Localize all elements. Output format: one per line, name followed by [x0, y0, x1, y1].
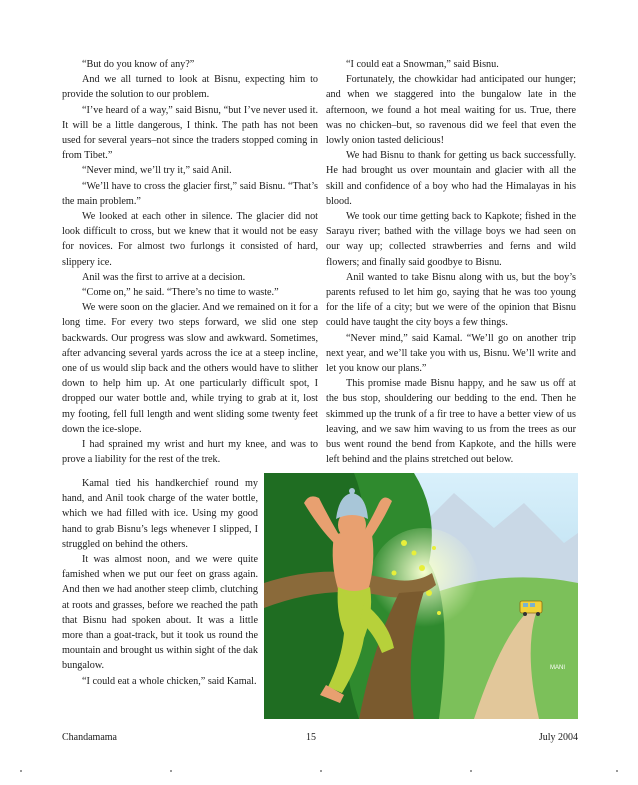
paragraph: We looked at each other in silence. The glacier did not look difficult to cross, but we knew that it would not be easy for novices. For almost two furlongs it consisted of hard, slippery ice. [62, 211, 318, 268]
crop-mark [170, 770, 172, 772]
paragraph: It was almost noon, and we were quite famished when we put our feet on grass again. And then we had another steep climb, clutching at roots and grasses, before we reached the path that Bisnu had spoken about. It was a little more than a goat-track, but it took us round the mountain and brought us within sight of the dak bungalow. [62, 554, 258, 672]
crop-mark [320, 770, 322, 772]
footer-publication: Chandamama [62, 732, 117, 743]
paragraph: Kamal tied his handkerchief round my hand, and Anil took charge of the water bottle, which we had filled with ice. Using my good hand to grab Bisnu’s legs whenever I slipped, I struggled on behind the others. [62, 478, 258, 550]
footer-page-number: 15 [306, 732, 316, 743]
paragraph: “I’ve heard of a way,” said Bisnu, “but I’ve never used it. It will be a little dangerous, I think. The path has not been used for several years–not since the traders stopped coming in from Tibet.” [62, 104, 318, 162]
paragraph: “But do you know of any?” [82, 59, 195, 70]
right-column [326, 57, 576, 467]
paragraph: Anil wanted to take Bisnu along with us, but the boy’s parents refused to let him go, saying that he was too young for the life of a city; but we were of the opinion that Bisnu could have taught the city boys a few things. [326, 271, 576, 329]
paragraph: “Never mind, we’ll try it,” said Anil. [82, 165, 232, 177]
paragraph: Fortunately, the chowkidar had anticipated our hunger; and when we staggered into the bungalow late in the afternoon, we found a hot meal waiting for us. True, there was no chicken–but, so ravenous did we feel that even the lowly onion tasted delicious! [326, 74, 576, 147]
paragraph: “I could eat a whole chicken,” said Kamal. [82, 675, 257, 687]
illustration-boy-climbing-tree [264, 473, 578, 719]
paragraph: And we all turned to look at Bisnu, expecting him to provide the solution to our problem. [62, 74, 318, 101]
crop-mark [20, 770, 22, 772]
paragraph: Anil was the first to arrive at a decision. [82, 271, 246, 283]
paragraph: We had Bisnu to thank for getting us back successfully. He had brought us over mountain and glacier with all the skill and confidence of a boy who had the Himalayas in his blood. [326, 150, 576, 207]
paragraph: “Never mind,” said Kamal. “We’ll go on another trip next year, and we’ll take you with us, Bisnu. We’ll write and let you know our plans.” [326, 332, 576, 375]
crop-mark [470, 770, 472, 772]
paragraph: This promise made Bisnu happy, and he saw us off at the bus stop, shouldering our bedding to the end. Then he skimmed up the trunk of a fir tree to have a better view of us leaving, and we saw him waving to us from the trees as our bus went round the bend from Kapkote, and the hills were left behind and the plains stretched out below. [326, 378, 576, 466]
illustration-signature: MANI [550, 665, 565, 671]
left-column-bottom [62, 476, 258, 689]
paragraph: We were soon on the glacier. And we remained on it for a long time. For every two steps forward, we slid one step backwards. Our progress was slow and awkward. Sometimes, after advancing several yards across the ice at a steep incline, one of us would slip back and the others would have to slither down to help him up. At one particularly difficult spot, I dropped our water bottle and, while trying to grab at it, lost my footing, fell full length and went sliding some twenty feet down the ice-slope. [62, 302, 318, 435]
crop-mark [616, 770, 618, 772]
paragraph: “We’ll have to cross the glacier first,” said Bisnu. “That’s the main problem.” [62, 180, 318, 207]
footer-date: July 2004 [538, 732, 578, 743]
paragraph: We took our time getting back to Kapkote; fished in the Sarayu river; bathed with the village boys we had seen on our way up; collected strawberries and ferns and wild flowers; and finally said goodbye to Bisnu. [326, 211, 576, 268]
paragraph: “Come on,” he said. “There’s no time to waste.” [82, 287, 279, 299]
paragraph: I had sprained my wrist and hurt my knee, and was to prove a liability for the rest of the trek. [62, 439, 318, 466]
left-column-top [62, 57, 318, 467]
paragraph: “I could eat a Snowman,” said Bisnu. [346, 59, 499, 70]
